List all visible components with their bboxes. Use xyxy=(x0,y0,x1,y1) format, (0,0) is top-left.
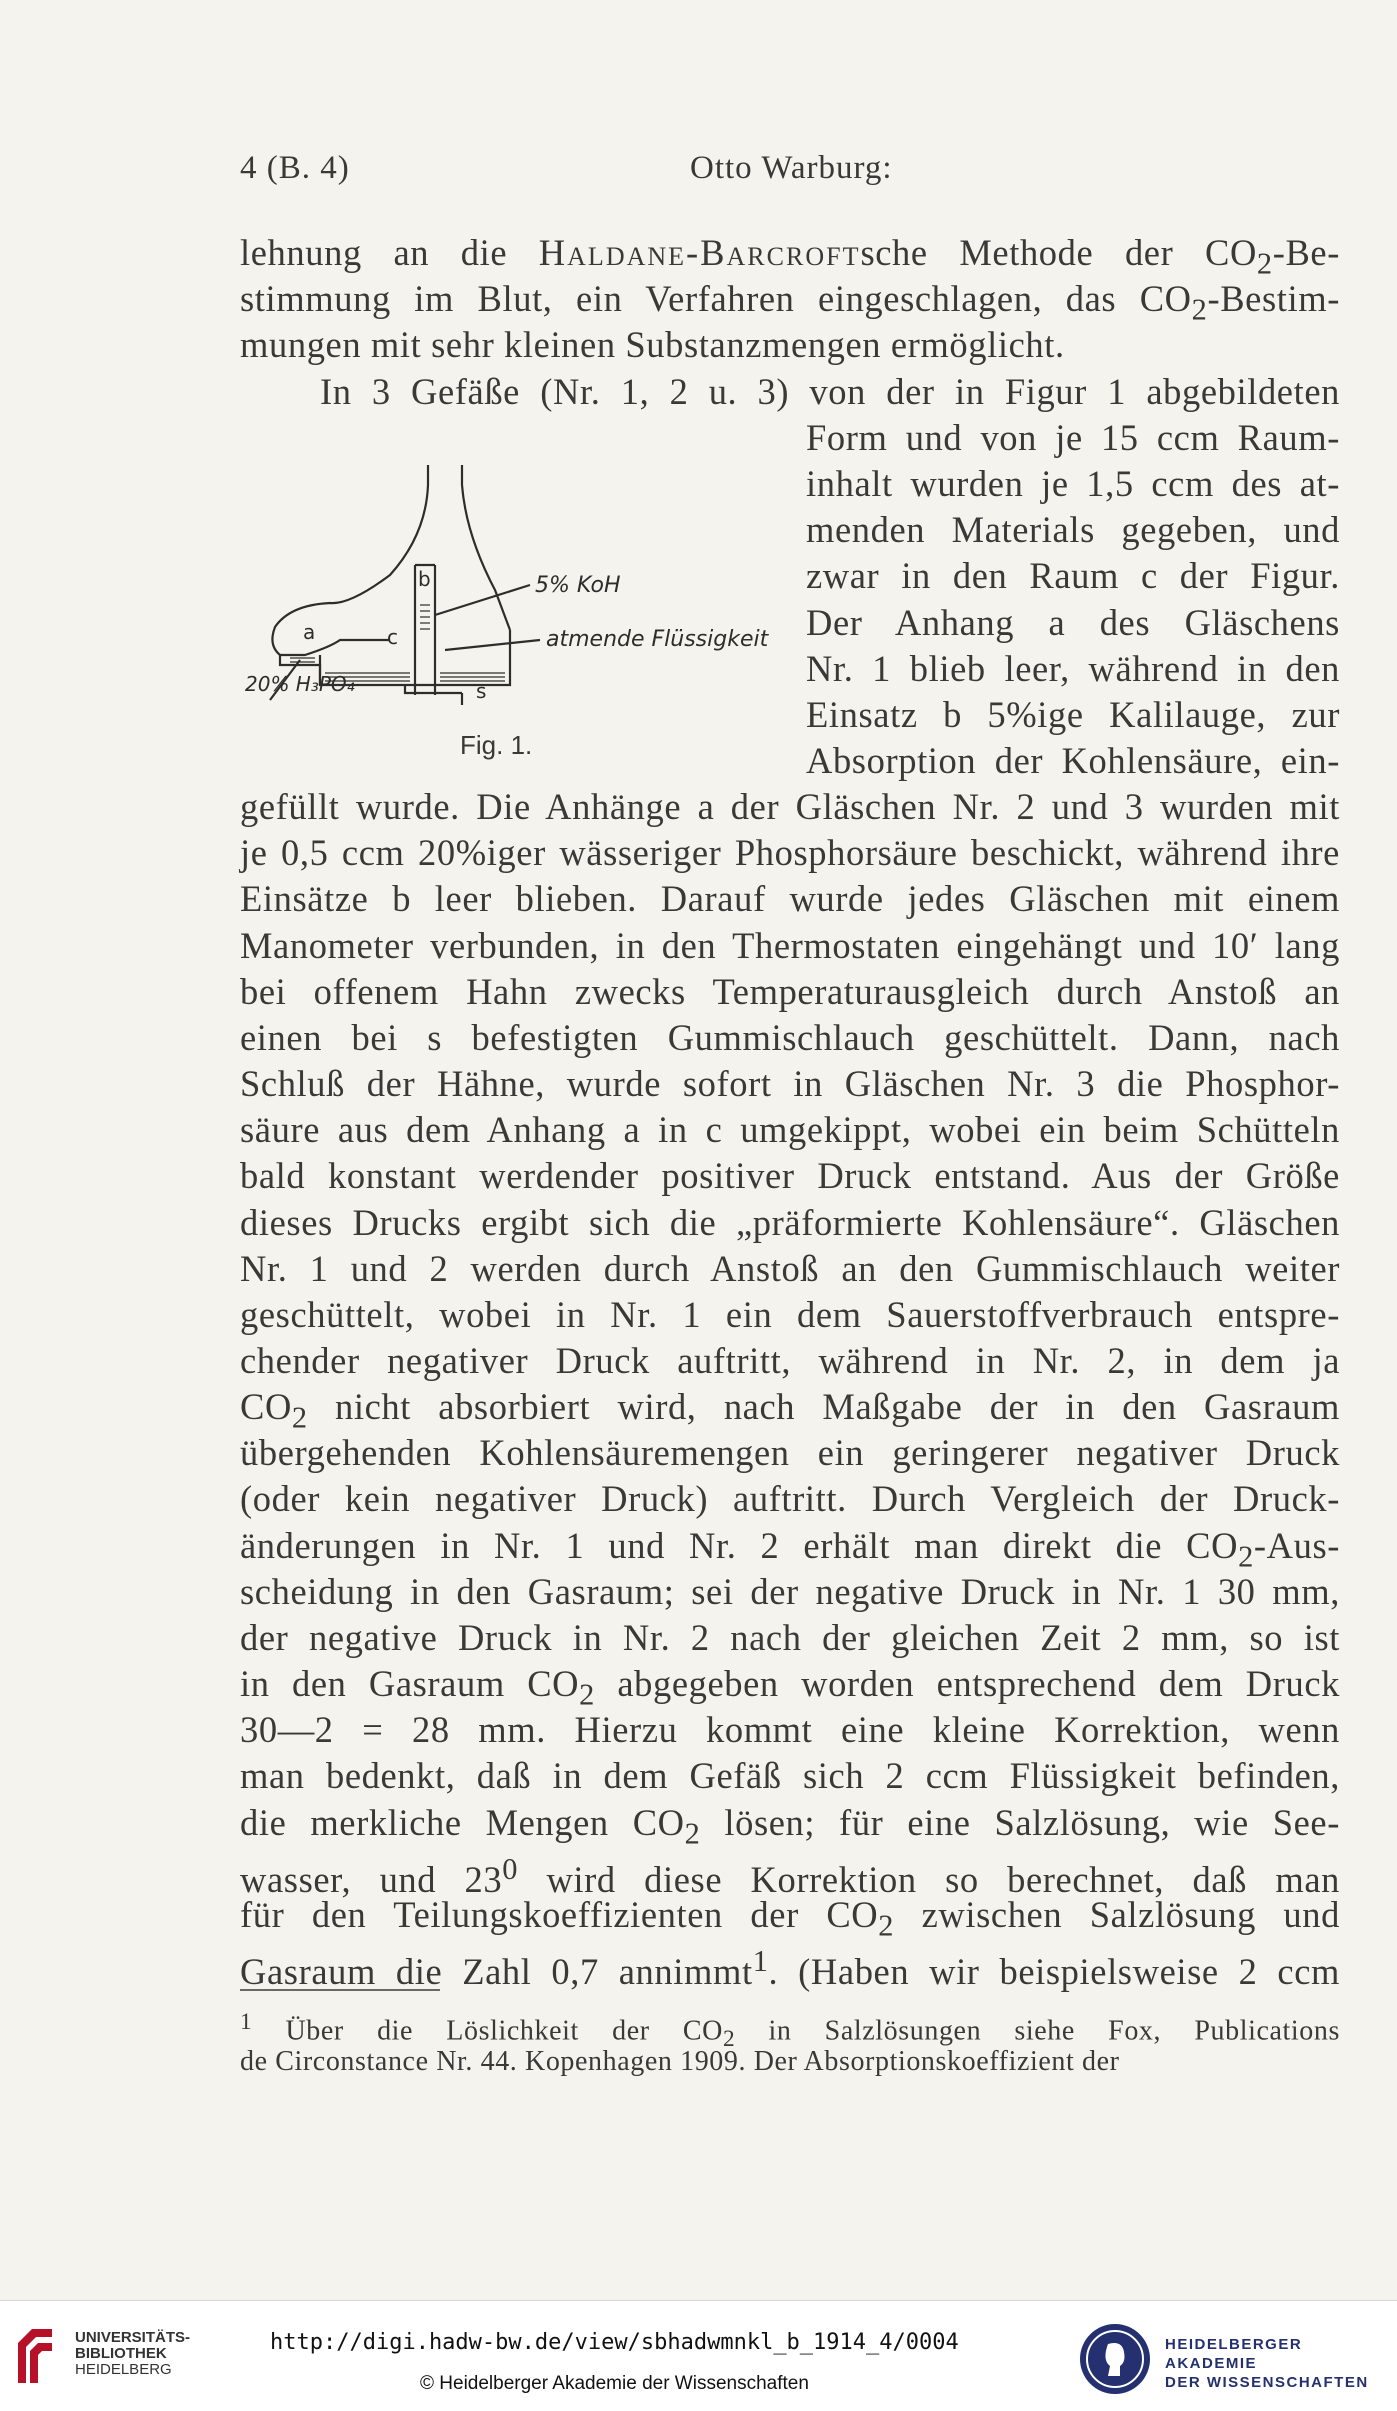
page-number: 4 (B. 4) xyxy=(240,150,350,186)
label-a: a xyxy=(303,620,316,644)
text-line: In 3 Gefäße (Nr. 1, 2 u. 3) von der in Figur 1 abgebildeten xyxy=(320,371,1340,412)
text-line: übergehenden Kohlensäuremengen ein geringerer negativer Druck xyxy=(240,1432,1340,1473)
text-line: Einsätze b leer blieben. Darauf wurde jedes Gläschen mit einem xyxy=(240,878,1340,919)
text-line: scheidung in den Gasraum; sei der negative Druck in Nr. 1 30 mm, xyxy=(240,1571,1340,1612)
text-line: geschüttelt, wobei in Nr. 1 ein dem Sauerstoffverbrauch entspre- xyxy=(240,1294,1340,1335)
label-c: c xyxy=(387,625,398,649)
label-s: s xyxy=(476,679,487,703)
text-line: einen bei s befestigten Gummischlauch geschüttelt. Dann, nach xyxy=(240,1017,1340,1058)
text-line: Form und von je 15 ccm Raum- xyxy=(806,417,1340,458)
text-line: $CO_2$ nicht absorbiert wird, nach Maßgabe der in den Gasraum xyxy=(240,1386,1340,1435)
text-line: 30—2 = 28 mm. Hierzu kommt eine kleine Korrektion, wenn xyxy=(240,1709,1340,1750)
text-line: (oder kein negativer Druck) auftritt. Durch Vergleich der Druck- xyxy=(240,1478,1340,1519)
academy-seal-icon xyxy=(1078,2322,1152,2396)
text-line: die merkliche Mengen $CO_2$ lösen; für eine Salzlösung, wie See- xyxy=(240,1802,1340,1851)
text-line: bald konstant werdender positiver Druck entstand. Aus der Größe xyxy=(240,1155,1340,1196)
permalink-url[interactable]: http://digi.hadw-bw.de/view/sbhadwmnkl_b_1914_4/0004 xyxy=(270,2330,959,2355)
running-title: Otto Warburg: xyxy=(690,150,893,186)
university-library-name: UNIVERSITÄTS- BIBLIOTHEK HEIDELBERG xyxy=(75,2329,191,2378)
running-header xyxy=(240,150,1340,196)
figure-caption: Fig. 1. xyxy=(460,730,533,760)
text-line: menden Materials gegeben, und xyxy=(806,509,1340,550)
text-line: änderungen in Nr. 1 und Nr. 2 erhält man direkt die $CO_2-Aus-$ xyxy=(240,1525,1340,1574)
text-line: inhalt wurden je 1,5 ccm des at- xyxy=(806,463,1340,504)
text-line: säure aus dem Anhang a in c umgekippt, wobei ein beim Schütteln xyxy=(240,1109,1340,1150)
text-line: zwar in den Raum c der Figur. xyxy=(806,555,1340,596)
figure-1 xyxy=(230,455,790,785)
footnote-mark: 1 xyxy=(752,1944,769,1978)
text-line: Nr. 1 und 2 werden durch Anstoß an den Gummischlauch weiter xyxy=(240,1248,1340,1289)
text-line: bei offenem Hahn zwecks Temperaturausgleich durch Anstoß an xyxy=(240,971,1340,1012)
text-line: stimmung im Blut, ein Verfahren eingeschlagen, das $CO_2-Bestim-$ xyxy=(240,278,1340,327)
text-line: Absorption der Kohlensäure, ein- xyxy=(806,740,1340,781)
text-line: Manometer verbunden, in den Thermostaten eingehängt und 10′ lang xyxy=(240,925,1340,966)
academy-name: HEIDELBERGER AKADEMIE DER WISSENSCHAFTEN xyxy=(1165,2336,1369,2391)
text-line: gefüllt wurde. Die Anhänge a der Gläschen Nr. 2 und 3 wurden mit xyxy=(240,786,1340,827)
label-fluid: atmende Flüssigkeit xyxy=(546,627,769,652)
text-line: je 0,5 ccm 20%iger wässeriger Phosphorsäure beschickt, während ihre xyxy=(240,832,1340,873)
author-name-smallcaps: Haldane-Barcroft xyxy=(538,232,861,273)
text-line: Schluß der Hähne, wurde sofort in Gläschen Nr. 3 die Phosphor- xyxy=(240,1063,1340,1104)
text-line: Gasraum die Zahl 0,7 annimmt$^1$. (Haben wir beispielsweise 2 ccm xyxy=(240,1944,1341,1993)
text-line: chender negativer Druck auftritt, während in Nr. 2, in dem ja xyxy=(240,1340,1340,1381)
label-koh: 5% KoH xyxy=(535,573,621,598)
footnote-line: $^1$ Über die Löslichkeit der $CO_2$ in Salzlösungen siehe Fox, Publications xyxy=(240,2009,1340,2052)
university-library-logo-icon xyxy=(14,2325,56,2387)
text-line: Der Anhang a des Gläschens xyxy=(806,602,1340,643)
footnote-rule xyxy=(240,1989,440,1991)
text-line: man bedenkt, daß in dem Gefäß sich 2 ccm Flüssigkeit befinden, xyxy=(240,1755,1340,1796)
text-line: wasser, und $23^0$ wird diese Korrektion so berechnet, daß man xyxy=(240,1852,1341,1901)
text-line: mungen mit sehr kleinen Substanzmengen ermöglicht. xyxy=(240,324,1065,365)
text-line: der negative Druck in Nr. 2 nach der gleichen Zeit 2 mm, so ist xyxy=(240,1617,1340,1658)
footnote-line: de Circonstance Nr. 44. Kopenhagen 1909. Der Absorptionskoeffizient der xyxy=(240,2046,1120,2077)
text-line: dieses Drucks ergibt sich die „präformierte Kohlensäure“. Gläschen xyxy=(240,1202,1340,1243)
label-b: b xyxy=(418,567,431,591)
text-line: Nr. 1 blieb leer, während in den xyxy=(806,648,1340,689)
copyright-notice: © Heidelberger Akademie der Wissenschaften xyxy=(420,2373,809,2394)
text-line: Einsatz b 5%ige Kalilauge, zur xyxy=(806,694,1340,735)
text-line: in den Gasraum $CO_2$ abgegeben worden entsprechend dem Druck xyxy=(240,1663,1340,1712)
text-line: für den Teilungskoeffizienten der $CO_2$ zwischen Salzlösung und xyxy=(240,1894,1340,1943)
label-acid: 20% H₃PO₄ xyxy=(245,672,355,696)
text-line: lehnung an die Haldane-Barcroftsche Methode der $CO_2-Be-$ xyxy=(240,232,1340,281)
